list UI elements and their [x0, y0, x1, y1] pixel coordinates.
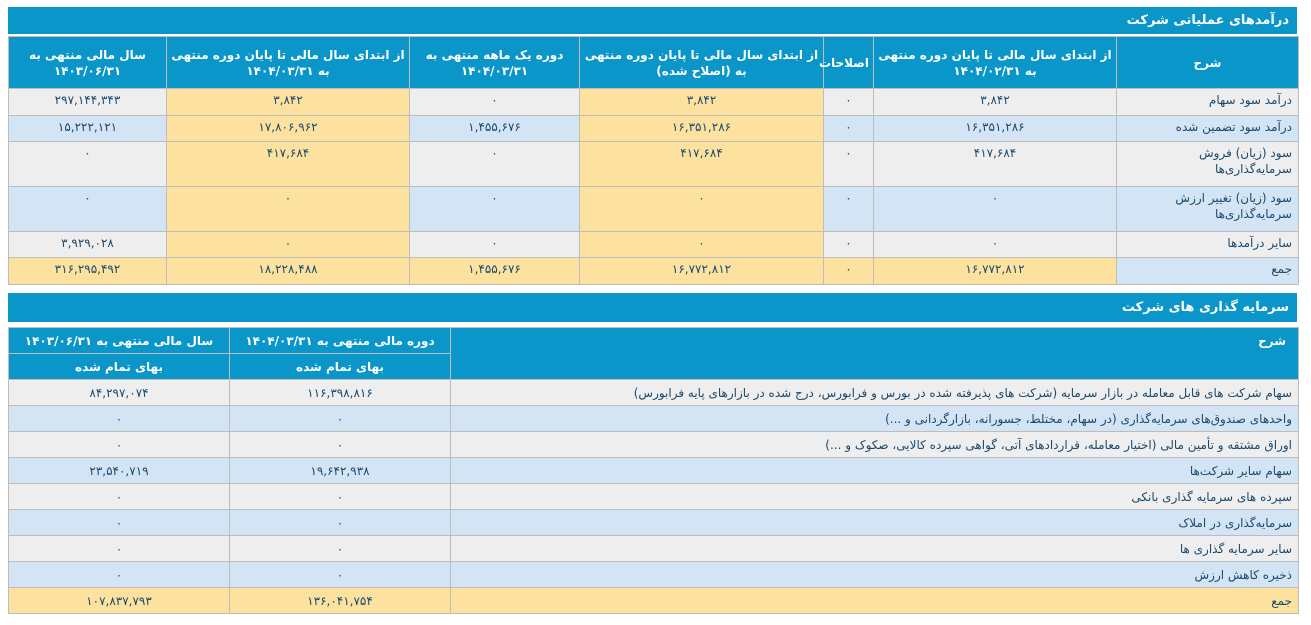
cell-period-0331: ۰ — [230, 406, 451, 432]
table-row — [9, 432, 1299, 458]
investments-table — [8, 327, 1299, 614]
cell-one-month-0331: ۰ — [410, 187, 580, 232]
cell-ytd-0331: ۴۱۷,۶۸۴ — [167, 142, 410, 187]
investments-section-title: سرمایه گذاری های شرکت — [8, 293, 1297, 322]
row-label: واحدهای صندوق‌های سرمایه‌گذاری (در سهام، مختلط، جسورانه، بازارگردانی و ...) — [451, 406, 1299, 432]
row-label: سایر سرمایه گذاری ها — [451, 536, 1299, 562]
total-row — [9, 258, 1299, 285]
row-label: اوراق مشتقه و تأمین مالی (اختیار معامله، قراردادهای آتی، گواهی سپرده کالایی، صکوک و ...) — [451, 432, 1299, 458]
cell-ytd-0231: ۱۶,۳۵۱,۲۸۶ — [874, 116, 1117, 142]
cell-one-month-0331: ۰ — [410, 232, 580, 258]
cell-period-0331: ۱۱۶,۳۹۸,۸۱۶ — [230, 380, 451, 406]
cell-period-0331: ۰ — [230, 432, 451, 458]
row-label: سرمایه‌گذاری در املاک — [451, 510, 1299, 536]
column-header-ytd-adjusted: از ابتدای سال مالی تا پایان دوره منتهی به (اصلاح شده) — [580, 37, 824, 89]
cell-fy-1403: ۰ — [9, 187, 167, 232]
table-row — [9, 232, 1299, 258]
cell-fy-1403: ۱۵,۲۲۲,۱۲۱ — [9, 116, 167, 142]
row-label: درآمد سود سهام — [1117, 89, 1299, 116]
column-header-ytd-0231: از ابتدای سال مالی تا پایان دوره منتهی به ۱۴۰۴/۰۲/۳۱ — [874, 37, 1117, 89]
cell-ytd-adjusted: ۳,۸۴۲ — [580, 89, 824, 116]
cell-ytd-adjusted: ۴۱۷,۶۸۴ — [580, 142, 824, 187]
row-label: درآمد سود تضمین شده — [1117, 116, 1299, 142]
table-row — [9, 562, 1299, 588]
cell-ytd-0231: ۳,۸۴۲ — [874, 89, 1117, 116]
table-row — [9, 89, 1299, 116]
column-header-description: شرح — [451, 328, 1299, 380]
row-label: سپرده های سرمایه گذاری بانکی — [451, 484, 1299, 510]
column-header-period-0331: دوره مالی منتهی به ۱۴۰۴/۰۳/۳۱ — [230, 328, 451, 354]
cell-ytd-adjusted: ۱۶,۷۷۲,۸۱۲ — [580, 258, 824, 285]
table-row — [9, 142, 1299, 187]
cell-adjustments: ۰ — [824, 187, 874, 232]
cell-fy-1403: ۱۰۷,۸۳۷,۷۹۳ — [9, 588, 230, 614]
cell-ytd-0331: ۱۸,۲۲۸,۴۸۸ — [167, 258, 410, 285]
cell-ytd-adjusted: ۱۶,۳۵۱,۲۸۶ — [580, 116, 824, 142]
table-row — [9, 187, 1299, 232]
cell-ytd-0331: ۰ — [167, 232, 410, 258]
column-header-adjustments: اصلاحات — [824, 37, 874, 89]
cell-adjustments: ۰ — [824, 258, 874, 285]
cell-ytd-adjusted: ۰ — [580, 232, 824, 258]
column-header-one-month-0331: دوره یک ماهه منتهی به ۱۴۰۴/۰۳/۳۱ — [410, 37, 580, 89]
cell-ytd-0331: ۰ — [167, 187, 410, 232]
cell-ytd-0231: ۱۶,۷۷۲,۸۱۲ — [874, 258, 1117, 285]
cell-adjustments: ۰ — [824, 89, 874, 116]
cell-period-0331: ۰ — [230, 536, 451, 562]
cell-fy-1403: ۰ — [9, 406, 230, 432]
table-row — [9, 536, 1299, 562]
table-row — [9, 380, 1299, 406]
table-row — [9, 484, 1299, 510]
cell-period-0331: ۰ — [230, 484, 451, 510]
row-label: سهام شرکت های قابل معامله در بازار سرمایه (شرکت های پذیرفته شده در بورس و فرابورس، درج شده در بازارهای پایه فرابورس) — [451, 380, 1299, 406]
cell-period-0331: ۱۳۶,۰۴۱,۷۵۴ — [230, 588, 451, 614]
column-header-fy-1403: سال مالی منتهی به ۱۴۰۳/۰۶/۳۱ — [9, 328, 230, 354]
row-label: سایر درآمدها — [1117, 232, 1299, 258]
cell-adjustments: ۰ — [824, 232, 874, 258]
cell-ytd-0231: ۴۱۷,۶۸۴ — [874, 142, 1117, 187]
cell-fy-1403: ۰ — [9, 536, 230, 562]
cell-fy-1403: ۰ — [9, 432, 230, 458]
cell-fy-1403: ۳,۹۲۹,۰۲۸ — [9, 232, 167, 258]
cell-adjustments: ۰ — [824, 142, 874, 187]
total-row — [9, 588, 1299, 614]
row-label: سود (زیان) فروش سرمایه‌گذاری‌ها — [1117, 142, 1299, 187]
table-row — [9, 458, 1299, 484]
subheader-cost-fy: بهای تمام شده — [9, 354, 230, 380]
column-header-description: شرح — [1117, 37, 1299, 89]
cell-fy-1403: ۸۴,۲۹۷,۰۷۴ — [9, 380, 230, 406]
cell-fy-1403: ۲۳,۵۴۰,۷۱۹ — [9, 458, 230, 484]
row-label: سود (زیان) تغییر ارزش سرمایه‌گذاری‌ها — [1117, 187, 1299, 232]
cell-fy-1403: ۰ — [9, 562, 230, 588]
cell-one-month-0331: ۰ — [410, 89, 580, 116]
cell-period-0331: ۰ — [230, 562, 451, 588]
cell-ytd-0331: ۳,۸۴۲ — [167, 89, 410, 116]
cell-fy-1403: ۰ — [9, 484, 230, 510]
cell-one-month-0331: ۱,۴۵۵,۶۷۶ — [410, 258, 580, 285]
row-label: ذخیره کاهش ارزش — [451, 562, 1299, 588]
row-label: سهام سایر شرکت‌ها — [451, 458, 1299, 484]
subheader-cost-period: بهای تمام شده — [230, 354, 451, 380]
cell-fy-1403: ۰ — [9, 510, 230, 536]
table-row — [9, 510, 1299, 536]
cell-adjustments: ۰ — [824, 116, 874, 142]
cell-one-month-0331: ۰ — [410, 142, 580, 187]
cell-fy-1403: ۰ — [9, 142, 167, 187]
cell-fy-1403: ۳۱۶,۲۹۵,۴۹۲ — [9, 258, 167, 285]
cell-ytd-0231: ۰ — [874, 232, 1117, 258]
cell-period-0331: ۰ — [230, 510, 451, 536]
cell-one-month-0331: ۱,۴۵۵,۶۷۶ — [410, 116, 580, 142]
column-header-ytd-0331: از ابتدای سال مالی تا پایان دوره منتهی به ۱۴۰۴/۰۳/۳۱ — [167, 37, 410, 89]
cell-ytd-0331: ۱۷,۸۰۶,۹۶۲ — [167, 116, 410, 142]
row-label-total: جمع — [1117, 258, 1299, 285]
cell-ytd-0231: ۰ — [874, 187, 1117, 232]
cell-period-0331: ۱۹,۶۴۲,۹۳۸ — [230, 458, 451, 484]
table-row — [9, 116, 1299, 142]
operating-income-section-title: درآمدهای عملیاتی شرکت — [8, 7, 1297, 34]
operating-income-table — [8, 36, 1299, 285]
cell-ytd-adjusted: ۰ — [580, 187, 824, 232]
table-row — [9, 406, 1299, 432]
cell-fy-1403: ۲۹۷,۱۴۴,۳۴۳ — [9, 89, 167, 116]
column-header-fy-1403: سال مالی منتهی به ۱۴۰۳/۰۶/۳۱ — [9, 37, 167, 89]
row-label-total: جمع — [451, 588, 1299, 614]
